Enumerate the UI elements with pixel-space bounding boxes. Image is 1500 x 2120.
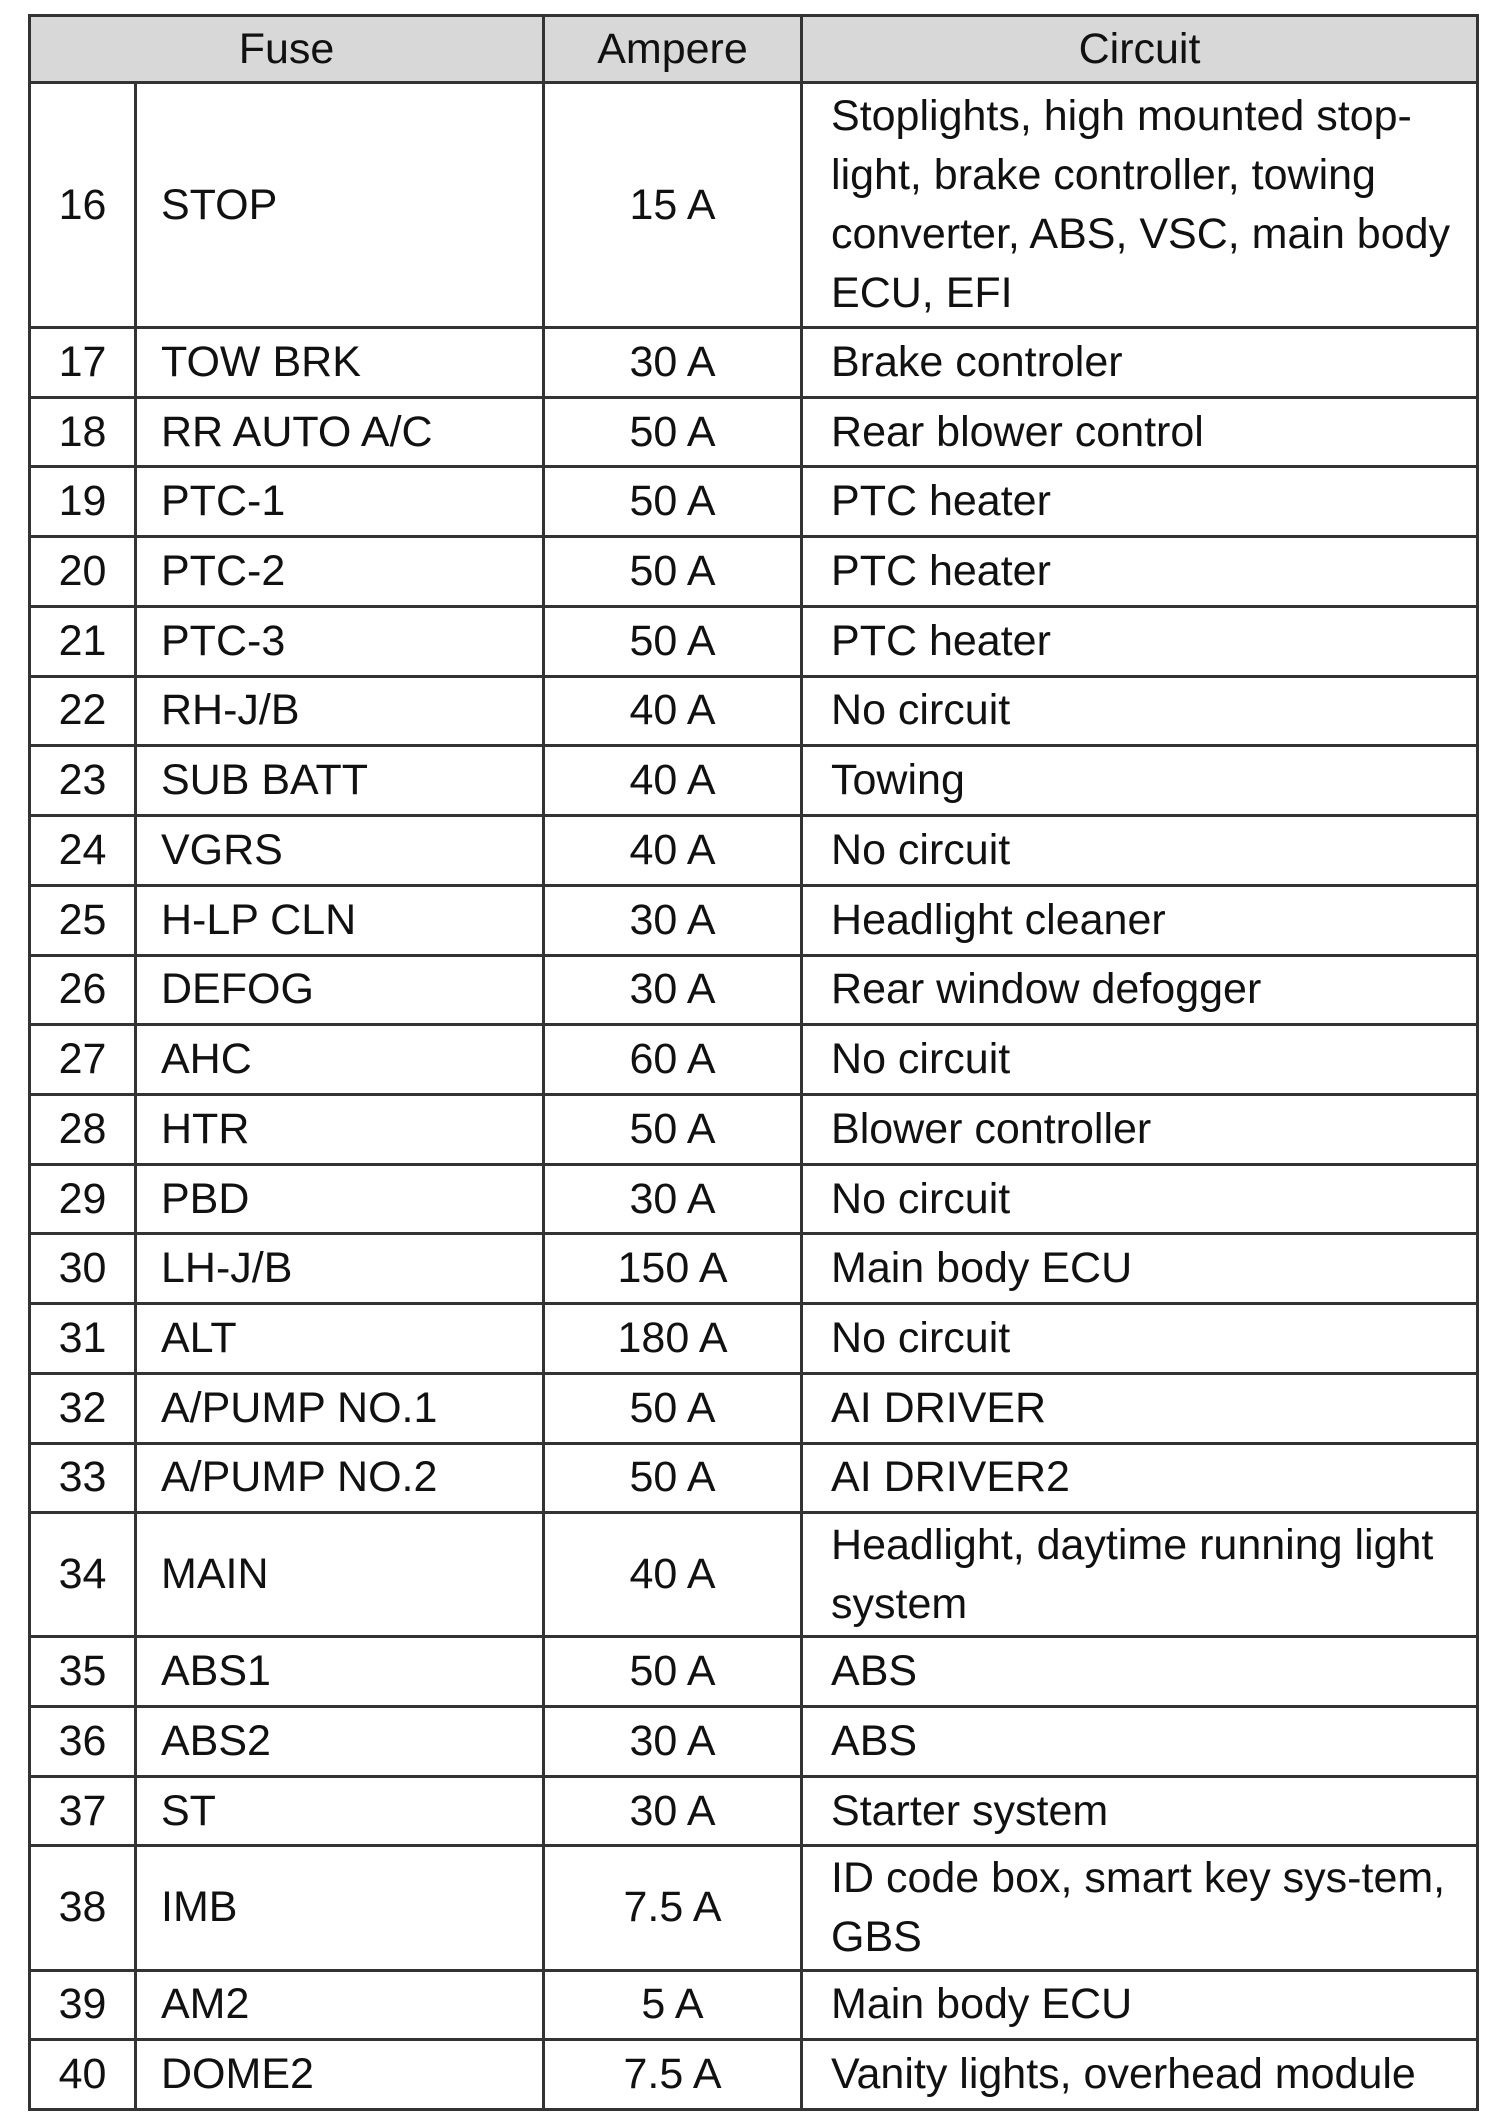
header-row [30,16,1478,83]
table-row [30,1637,1478,1707]
table-row [30,606,1478,676]
fuse-circuit: AI DRIVER [802,1373,1478,1443]
fuse-ampere: 50 A [544,1637,802,1707]
fuse-circuit: Main body ECU [802,1970,1478,2040]
fuse-name: TOW BRK [136,328,544,398]
fuse-number: 18 [30,397,136,467]
table-row [30,1970,1478,2040]
table-row [30,816,1478,886]
fuse-circuit: No circuit [802,676,1478,746]
fuse-name: DOME2 [136,2040,544,2110]
fuse-circuit: PTC heater [802,467,1478,537]
fuse-ampere: 180 A [544,1304,802,1374]
fuse-ampere: 50 A [544,1094,802,1164]
table-row [30,1373,1478,1443]
table-row [30,1846,1478,1970]
fuse-number: 29 [30,1164,136,1234]
fuse-number: 20 [30,537,136,607]
fuse-number: 38 [30,1846,136,1970]
fuse-name: STOP [136,83,544,328]
fuse-name: ST [136,1776,544,1846]
fuse-circuit: Towing [802,746,1478,816]
fuse-number: 23 [30,746,136,816]
fuse-circuit: ABS [802,1637,1478,1707]
fuse-number: 19 [30,467,136,537]
fuse-number: 28 [30,1094,136,1164]
fuse-circuit: PTC heater [802,606,1478,676]
fuse-name: PBD [136,1164,544,1234]
fuse-circuit: Vanity lights, overhead module [802,2040,1478,2110]
fuse-circuit: Stoplights, high mounted stop-light, brake controller, towing converter, ABS, VSC, main body ECU, EFI [802,83,1478,328]
table-row [30,1094,1478,1164]
table-row [30,83,1478,328]
fuse-ampere: 50 A [544,397,802,467]
fuse-ampere: 7.5 A [544,2040,802,2110]
fuse-number: 25 [30,885,136,955]
fuse-ampere: 40 A [544,676,802,746]
table-row [30,467,1478,537]
fuse-name: DEFOG [136,955,544,1025]
fuse-name: PTC-2 [136,537,544,607]
fuse-number: 16 [30,83,136,328]
fuse-circuit: PTC heater [802,537,1478,607]
fuse-circuit: Rear window defogger [802,955,1478,1025]
fuse-name: ABS2 [136,1707,544,1777]
fuse-table [28,14,1479,2111]
fuse-number: 27 [30,1025,136,1095]
fuse-ampere: 40 A [544,816,802,886]
fuse-circuit: No circuit [802,816,1478,886]
fuse-name: PTC-3 [136,606,544,676]
table-row [30,328,1478,398]
fuse-name: LH-J/B [136,1234,544,1304]
table-row [30,1443,1478,1513]
fuse-ampere: 50 A [544,467,802,537]
fuse-number: 34 [30,1513,136,1637]
fuse-circuit: Rear blower control [802,397,1478,467]
fuse-name: A/PUMP NO.1 [136,1373,544,1443]
fuse-circuit: Brake controler [802,328,1478,398]
fuse-ampere: 30 A [544,1164,802,1234]
fuse-ampere: 40 A [544,746,802,816]
fuse-number: 26 [30,955,136,1025]
table-row [30,537,1478,607]
fuse-number: 39 [30,1970,136,2040]
fuse-ampere: 30 A [544,328,802,398]
fuse-number: 40 [30,2040,136,2110]
fuse-circuit: ID code box, smart key sys-tem, GBS [802,1846,1478,1970]
table-row [30,676,1478,746]
fuse-circuit: Headlight, daytime running light system [802,1513,1478,1637]
fuse-number: 21 [30,606,136,676]
fuse-number: 24 [30,816,136,886]
fuse-circuit: Blower controller [802,1094,1478,1164]
fuse-circuit: Starter system [802,1776,1478,1846]
fuse-circuit: No circuit [802,1164,1478,1234]
fuse-ampere: 50 A [544,1373,802,1443]
table-row [30,1513,1478,1637]
fuse-name: A/PUMP NO.2 [136,1443,544,1513]
fuse-number: 22 [30,676,136,746]
table-row [30,1707,1478,1777]
fuse-ampere: 60 A [544,1025,802,1095]
fuse-ampere: 50 A [544,1443,802,1513]
fuse-circuit: Headlight cleaner [802,885,1478,955]
fuse-circuit: ABS [802,1707,1478,1777]
fuse-ampere: 30 A [544,1707,802,1777]
fuse-number: 36 [30,1707,136,1777]
table-row [30,955,1478,1025]
fuse-name: IMB [136,1846,544,1970]
fuse-ampere: 30 A [544,955,802,1025]
fuse-name: PTC-1 [136,467,544,537]
table-row [30,2040,1478,2110]
fuse-ampere: 30 A [544,885,802,955]
fuse-name: MAIN [136,1513,544,1637]
fuse-circuit: No circuit [802,1025,1478,1095]
table-row [30,1304,1478,1374]
fuse-ampere: 150 A [544,1234,802,1304]
table-row [30,397,1478,467]
table-row [30,1776,1478,1846]
fuse-circuit: Main body ECU [802,1234,1478,1304]
table-row [30,1025,1478,1095]
fuse-name: AM2 [136,1970,544,2040]
fuse-circuit: AI DRIVER2 [802,1443,1478,1513]
fuse-ampere: 5 A [544,1970,802,2040]
table-row [30,885,1478,955]
fuse-name: RH-J/B [136,676,544,746]
fuse-name: AHC [136,1025,544,1095]
header-fuse: Fuse [30,16,544,83]
fuse-ampere: 7.5 A [544,1846,802,1970]
fuse-ampere: 50 A [544,606,802,676]
fuse-ampere: 40 A [544,1513,802,1637]
fuse-number: 37 [30,1776,136,1846]
fuse-ampere: 50 A [544,537,802,607]
fuse-name: VGRS [136,816,544,886]
header-circuit: Circuit [802,16,1478,83]
fuse-name: HTR [136,1094,544,1164]
fuse-name: ABS1 [136,1637,544,1707]
fuse-name: RR AUTO A/C [136,397,544,467]
fuse-name: H-LP CLN [136,885,544,955]
fuse-number: 35 [30,1637,136,1707]
fuse-number: 30 [30,1234,136,1304]
header-ampere: Ampere [544,16,802,83]
fuse-ampere: 30 A [544,1776,802,1846]
fuse-name: ALT [136,1304,544,1374]
fuse-number: 17 [30,328,136,398]
table-row [30,746,1478,816]
fuse-number: 32 [30,1373,136,1443]
fuse-circuit: No circuit [802,1304,1478,1374]
table-row [30,1234,1478,1304]
table-row [30,1164,1478,1234]
fuse-name: SUB BATT [136,746,544,816]
fuse-number: 33 [30,1443,136,1513]
fuse-ampere: 15 A [544,83,802,328]
fuse-number: 31 [30,1304,136,1374]
